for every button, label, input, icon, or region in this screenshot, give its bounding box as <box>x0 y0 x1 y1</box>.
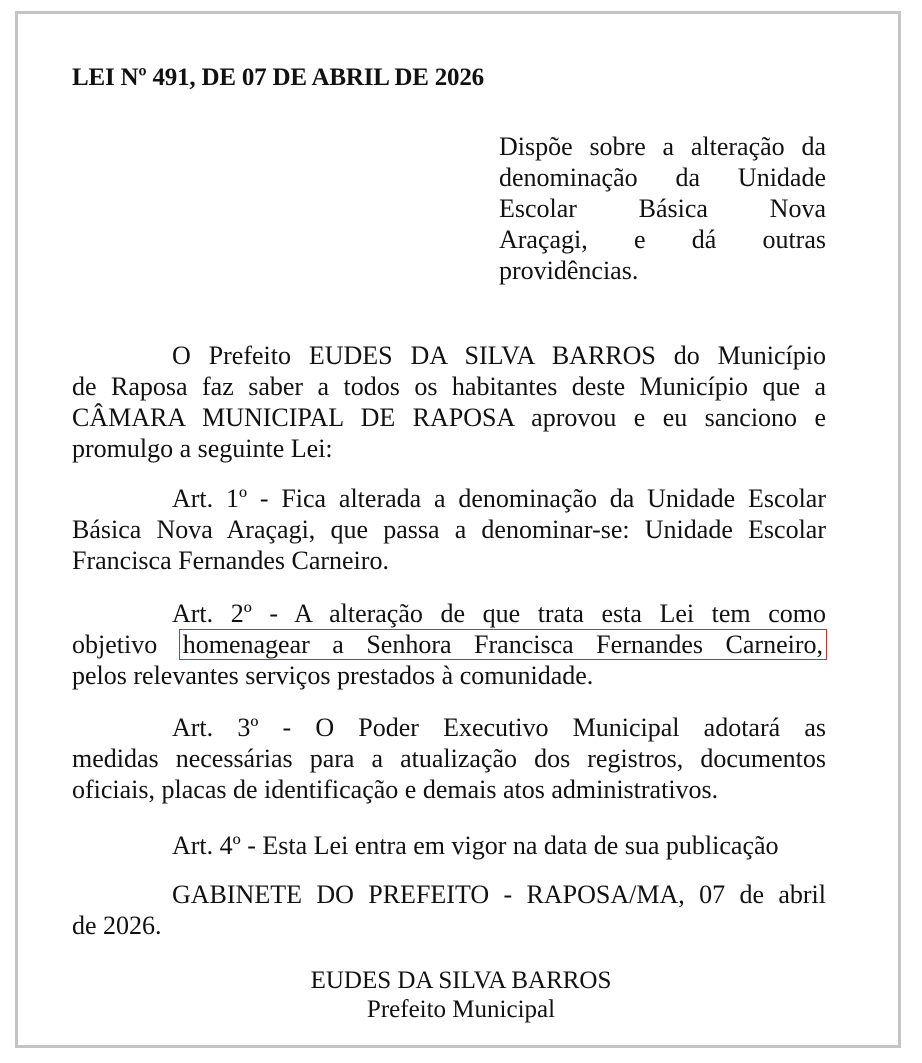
paragraph-line: CÂMARA MUNICIPAL DE RAPOSA aprovou e eu sanciono e <box>72 403 826 432</box>
ementa-line: Escolar Básica Nova <box>499 194 826 223</box>
paragraph-line: Art. 2º - A alteração de que trata esta Lei tem como <box>172 599 826 628</box>
article-1 <box>72 483 826 576</box>
paragraph-line: pelos relevantes serviços prestados à comunidade. <box>72 661 594 690</box>
paragraph-line: Art. 3º - O Poder Executivo Municipal adotará as <box>172 713 826 742</box>
paragraph-line: promulgo a seguinte Lei: <box>72 434 333 463</box>
paragraph-line: medidas necessárias para a atualização dos registros, documentos <box>72 744 826 773</box>
law-ementa <box>499 131 826 286</box>
highlighted-text: homenagear a Senhora Francisca Fernandes Carneiro, <box>180 630 826 659</box>
article-2 <box>72 598 826 691</box>
preamble-paragraph <box>72 340 826 464</box>
paragraph-line: oficiais, placas de identificação e demais atos administrativos. <box>72 775 719 804</box>
line-prefix: objetivo <box>72 630 158 659</box>
closing-paragraph <box>72 879 826 941</box>
article-4 <box>72 830 826 861</box>
signature-block <box>0 966 922 1024</box>
paragraph-line: Art. 4º - Esta Lei entra em vigor na data de sua publicação <box>172 831 779 860</box>
ementa-line: Dispõe sobre a alteração da <box>499 132 826 161</box>
signatory-name: EUDES DA SILVA BARROS <box>310 967 612 994</box>
paragraph-line <box>72 629 826 660</box>
law-title: LEI Nº 491, DE 07 DE ABRIL DE 2026 <box>72 64 484 91</box>
paragraph-line: GABINETE DO PREFEITO - RAPOSA/MA, 07 de abril <box>172 880 826 909</box>
ementa-line: providências. <box>499 256 639 285</box>
paragraph-line: de 2026. <box>72 911 162 940</box>
paragraph-line: Art. 1º - Fica alterada a denominação da Unidade Escolar <box>172 484 826 513</box>
ementa-line: Araçagi, e dá outras <box>499 225 826 254</box>
article-3 <box>72 712 826 805</box>
ementa-line: denominação da Unidade <box>499 163 826 192</box>
paragraph-line: Francisca Fernandes Carneiro. <box>72 546 389 575</box>
paragraph-line: O Prefeito EUDES DA SILVA BARROS do Município <box>172 341 826 370</box>
signatory-role: Prefeito Municipal <box>366 996 556 1023</box>
paragraph-line: de Raposa faz saber a todos os habitantes deste Município que a <box>72 372 826 401</box>
paragraph-line: Básica Nova Araçagi, que passa a denominar-se: Unidade Escolar <box>72 515 826 544</box>
